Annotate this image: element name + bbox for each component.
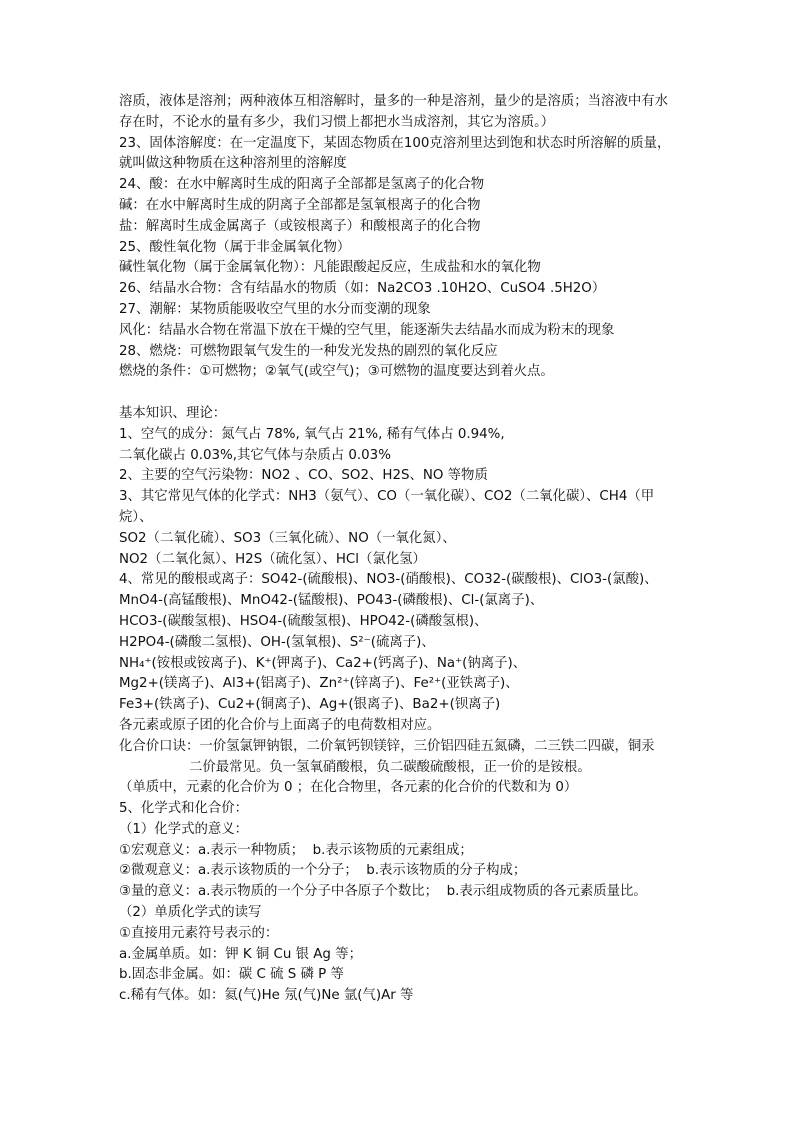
text-line: 盐：解离时生成金属离子（或铵根离子）和酸根离子的化合物 <box>119 218 481 234</box>
text-line: 4、常见的酸根或离子：SO42-(硫酸根)、NO3-(硝酸根)、CO32-(碳酸根)、ClO3-(氯酸)、 <box>119 572 658 588</box>
text-line: 二氧化碳占 0.03%,其它气体与杂质占 0.03% <box>119 447 391 463</box>
text-line: 溶质，液体是溶剂；两种液体互相溶解时，量多的一种是溶剂，量少的是溶质；当溶液中有水存在时，不论水的量有多少，我们习惯上都把水当成溶剂，其它为溶质。） <box>119 94 669 130</box>
document-page <box>119 92 679 1007</box>
text-line: NH₄⁺(铵根或铵离子)、K⁺(钾离子)、Ca2+(钙离子)、Na⁺(钠离子)、 <box>119 655 527 671</box>
text-line: NO2（二氧化氮）、H2S（硫化氢）、HCl（氯化氢） <box>119 551 426 567</box>
text-line: 碱性氧化物（属于金属氧化物）：凡能跟酸起反应，生成盐和水的氧化物 <box>119 260 541 276</box>
text-line: 28、燃烧：可燃物跟氧气发生的一种发光发热的剧烈的氧化反应 <box>119 343 498 359</box>
text-line: Mg2+(镁离子)、Al3+(铝离子)、Zn²⁺(锌离子)、Fe²⁺(亚铁离子)、 <box>119 676 519 692</box>
section-heading: 基本知识、理论： <box>119 405 227 421</box>
text-line: HCO3-(碳酸氢根)、HSO4-(硫酸氢根)、HPO42-(磷酸氢根)、 <box>119 613 488 629</box>
text-line: ③量的意义：a.表示物质的一个分子中各原子个数比； b.表示组成物质的各元素质量比。 <box>119 884 647 900</box>
text-line: 25、酸性氧化物（属于非金属氧化物） <box>119 239 351 255</box>
text-line: ①宏观意义：a.表示一种物质； b.表示该物质的元素组成； <box>119 842 473 858</box>
text-line: 23、固体溶解度：在一定温度下，某固态物质在100克溶剂里达到饱和状态时所溶解的质量，就叫做这种物质在这种溶剂里的溶解度 <box>119 135 671 172</box>
text-line: 27、潮解：某物质能吸收空气里的水分而变潮的现象 <box>119 301 431 317</box>
text-line: （单质中，元素的化合价为 0 ；在化合物里，各元素的化合价的代数和为 0） <box>119 780 578 796</box>
text-line: 二价最常见。负一氢氧硝酸根，负二碳酸硫酸根，正一价的是铵根。 <box>189 759 591 775</box>
text-line: Fe3+(铁离子)、Cu2+(铜离子)、Ag+(银离子)、Ba2+(钡离子) <box>119 697 501 713</box>
text-line: 24、酸：在水中解离时生成的阳离子全部都是氢离子的化合物 <box>119 177 485 193</box>
text-line: 5、化学式和化合价： <box>119 801 249 817</box>
blank-line <box>119 383 679 404</box>
text-line: （1）化学式的意义： <box>119 821 249 837</box>
text-line: 燃烧的条件：①可燃物；②氧气(或空气)；③可燃物的温度要达到着火点。 <box>119 364 554 380</box>
text-line: 3、其它常见气体的化学式：NH3（氨气）、CO（一氧化碳）、CO2（二氧化碳）、CH4（甲烷）、 <box>119 489 655 525</box>
text-line: 风化：结晶水合物在常温下放在干燥的空气里，能逐渐失去结晶水而成为粉末的现象 <box>119 322 615 338</box>
text-line: ②微观意义：a.表示该物质的一个分子； b.表示该物质的分子构成； <box>119 863 527 879</box>
text-line: H2PO4-(磷酸二氢根)、OH-(氢氧根)、S²⁻(硫离子)、 <box>119 634 435 650</box>
text-line: 化合价口诀：一价氢氯钾钠银，二价氧钙钡镁锌，三价铝四硅五氮磷，二三铁二四碳，铜汞 <box>119 738 655 754</box>
text-line: c.稀有气体。如：氦(气)He 氖(气)Ne 氩(气)Ar 等 <box>119 988 414 1004</box>
text-line: b.固态非金属。如：碳 C 硫 S 磷 P 等 <box>119 967 344 983</box>
text-line: 2、主要的空气污染物：NO2 、CO、SO2、H2S、NO 等物质 <box>119 468 488 484</box>
text-line: SO2（二氧化硫）、SO3（三氧化硫）、NO（一氧化氮）、 <box>119 530 456 546</box>
text-line: （2）单质化学式的读写 <box>119 905 262 921</box>
text-line: MnO4-(高锰酸根)、MnO42-(锰酸根)、PO43-(磷酸根)、Cl-(氯离子)、 <box>119 593 544 609</box>
text-line: 各元素或原子团的化合价与上面离子的电荷数相对应。 <box>119 717 441 733</box>
text-line: a.金属单质。如：钾 K 铜 Cu 银 Ag 等； <box>119 946 362 962</box>
text-line: ①直接用元素符号表示的： <box>119 925 279 941</box>
text-line: 碱：在水中解离时生成的阴离子全部都是氢氧根离子的化合物 <box>119 197 481 213</box>
text-line: 1、空气的成分：氮气占 78%, 氧气占 21%, 稀有气体占 0.94%, <box>119 426 505 442</box>
text-line: 26、结晶水合物：含有结晶水的物质（如：Na2CO3 .10H2O、CuSO4 .5H2O） <box>119 281 606 297</box>
